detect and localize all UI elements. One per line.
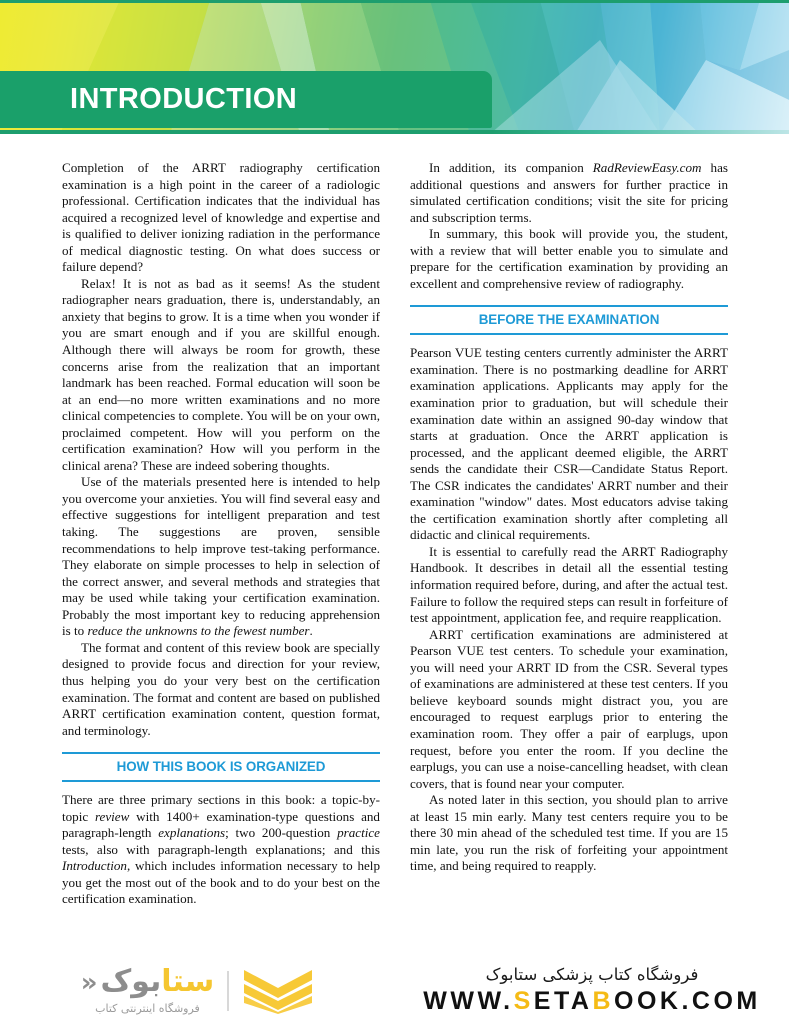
paragraph-text: Use of the materials presented here is intended to help you overcome your anxieties. You will find several easy and effective suggestions for intelligent preparation and test taking. The suggestions are proven, sensible recommendations to help improve test-taking performance. They elaborate on simple processes to help in selection of the correct answer, and several methods and strategies that may be used while taking your certification examination. Probably the most important key to reducing apprehension is to bbox=[62, 474, 380, 639]
url-eta: ETA bbox=[533, 987, 593, 1015]
logo-divider bbox=[227, 971, 229, 1011]
paragraph-emphasis: reduce the unknowns to the fewest number bbox=[87, 623, 310, 639]
paragraph: Completion of the ARRT radiography certification examination is a high point in the career of a radiologic professional. Certification indicates that the individual has acquired a recognized level of knowledge and expertise and is qualified to deliver ionizing radiation in the performance of medical diagnostic testing. On what does success or failure depend? bbox=[62, 160, 380, 275]
logo-text-book: بوک bbox=[100, 964, 162, 999]
footer-website-url[interactable] bbox=[423, 987, 760, 1016]
paragraph: The format and content of this review book are specially designed to provide focus and direction for your review, thus helping you do your very best on the certification examination. The format and content are based on published ARRT certification examination content, question format, and terminology. bbox=[62, 639, 380, 738]
paragraph bbox=[410, 160, 728, 226]
section-heading-before-the-examination bbox=[410, 305, 728, 335]
paragraph-period: . bbox=[309, 623, 313, 639]
chevron-stack-logo-icon bbox=[242, 968, 314, 1014]
section-heading-how-this-book-is-organized bbox=[62, 752, 380, 782]
logo-wordmark bbox=[80, 964, 215, 1015]
paragraph: It is essential to carefully read the ARRT Radiography Handbook. It describes in detail all the essential testing information required before, during, and after the actual test. Failure to follow the required steps can result in forfeiture of test appointment, application fee, and require reapplication. bbox=[410, 543, 728, 626]
url-prefix: WWW. bbox=[423, 987, 514, 1015]
paragraph: ARRT certification examinations are administered at Pearson VUE test centers. To schedule your examination, you will need your ARRT ID from the CSR. Several types of examinations are administered at these test centers. If you believe keyboard sounds might distract you, you are encouraged to request earplugs prior to entering the examination room. They offer a pair of earplugs, upon request, before you enter the room. If you decline the earplugs, you can use a noise-cancelling headset, with clean covers, that is found near your computer. bbox=[410, 626, 728, 791]
header-bottom-rule-fade bbox=[492, 130, 789, 134]
paragraph-text: has additional questions and answers for further practice in simulated certification conditions; visit the site for pricing and subscription terms. bbox=[410, 160, 728, 225]
url-letter-b: B bbox=[592, 987, 615, 1015]
right-column bbox=[410, 160, 728, 908]
paragraph-text: , which includes information necessary to help you get the most out of the book and to do your best on the certification examination. bbox=[62, 858, 380, 907]
section-heading-label: HOW THIS BOOK IS ORGANIZED bbox=[116, 759, 326, 775]
page-footer bbox=[0, 957, 789, 1024]
footer-site-info[interactable] bbox=[395, 957, 789, 1024]
paragraph-text: In addition, its companion bbox=[429, 160, 593, 175]
two-column-layout bbox=[0, 160, 789, 908]
paragraph-text: ; two 200-question bbox=[225, 825, 338, 841]
paragraph bbox=[62, 792, 380, 908]
url-suffix: OOK.COM bbox=[614, 987, 761, 1015]
paragraph: Pearson VUE testing centers currently administer the ARRT examination. There is no postmarking deadline for ARRT examination applications. Applicants may apply for the examination prior to graduation, but will schedule their examination date within an assigned 90-day window that starts at graduation. Once the ARRT application is processed, and the applicant deemed eligible, the ARRT sends the candidate their CSR—Candidate Status Report. The CSR indicates the candidates' ARRT number and their examination "window" dates. Most educators advise taking the certification examination shortly after completing all didactic and clinical requirements. bbox=[410, 345, 728, 543]
paragraph-text: tests, also with paragraph-length explanations; and this bbox=[62, 841, 380, 857]
logo-text bbox=[80, 964, 215, 999]
left-column bbox=[62, 160, 380, 908]
paragraph-emphasis: RadReviewEasy.com bbox=[592, 160, 702, 175]
paragraph bbox=[62, 474, 380, 639]
paragraph-text: There are three primary sections in this book: a topic-by-topic bbox=[62, 792, 380, 824]
paragraph-text: with 1400+ examination-type questions and paragraph-length bbox=[62, 808, 380, 841]
page-header-banner bbox=[0, 0, 789, 134]
page-title: INTRODUCTION bbox=[70, 82, 298, 115]
paragraph: Relax! It is not as bad as it seems! As the student radiographer nears graduation, there is, understandably, an anxiety that begins to grow. It is a time when you wonder if you are smart enough and if you are skillful enough. Although there will always be room for growth, these concerns arise from the realization that an important landmark has been reached. Formal education will soon be at an end—no more written examinations and no more clinical competencies to complete. You will be on your own, proclaimed competent. How will you perform on the certification examination? How will you perform in the clinical arena? These are indeed sobering thoughts. bbox=[62, 275, 380, 473]
header-top-rule bbox=[0, 0, 789, 3]
paragraph-emphasis: practice bbox=[337, 825, 380, 841]
section-heading-label: BEFORE THE EXAMINATION bbox=[478, 312, 660, 328]
page-content bbox=[0, 160, 789, 957]
paragraph: In summary, this book will provide you, the student, with a review that will better enable you to simulate and prepare for the certification examination by providing an excellent and comprehensive review of radiography. bbox=[410, 226, 728, 291]
logo-text-seta: ستا bbox=[161, 964, 215, 999]
footer-tagline: فروشگاه کتاب پزشکی ستابوک bbox=[485, 965, 699, 984]
paragraph-emphasis: Introduction bbox=[62, 858, 127, 874]
footer-brand-logo[interactable] bbox=[0, 957, 395, 1024]
paragraph: As noted later in this section, you should plan to arrive at least 15 min early. Many test centers require you to be there 30 min ahead of the scheduled test time. If you are 15 min late, you run the risk of forfeiting your appointment time, and being required to reapply. bbox=[410, 792, 728, 874]
content-fade-mask bbox=[0, 931, 789, 957]
logo-subtitle: فروشگاه اینترنتی کتاب bbox=[95, 1002, 200, 1015]
paragraph-emphasis: review bbox=[94, 808, 130, 824]
paragraph-emphasis: explanations bbox=[158, 825, 226, 841]
section-title-plate bbox=[0, 71, 492, 128]
url-letter-s: S bbox=[513, 987, 534, 1015]
double-chevron-icon: « bbox=[80, 968, 99, 998]
